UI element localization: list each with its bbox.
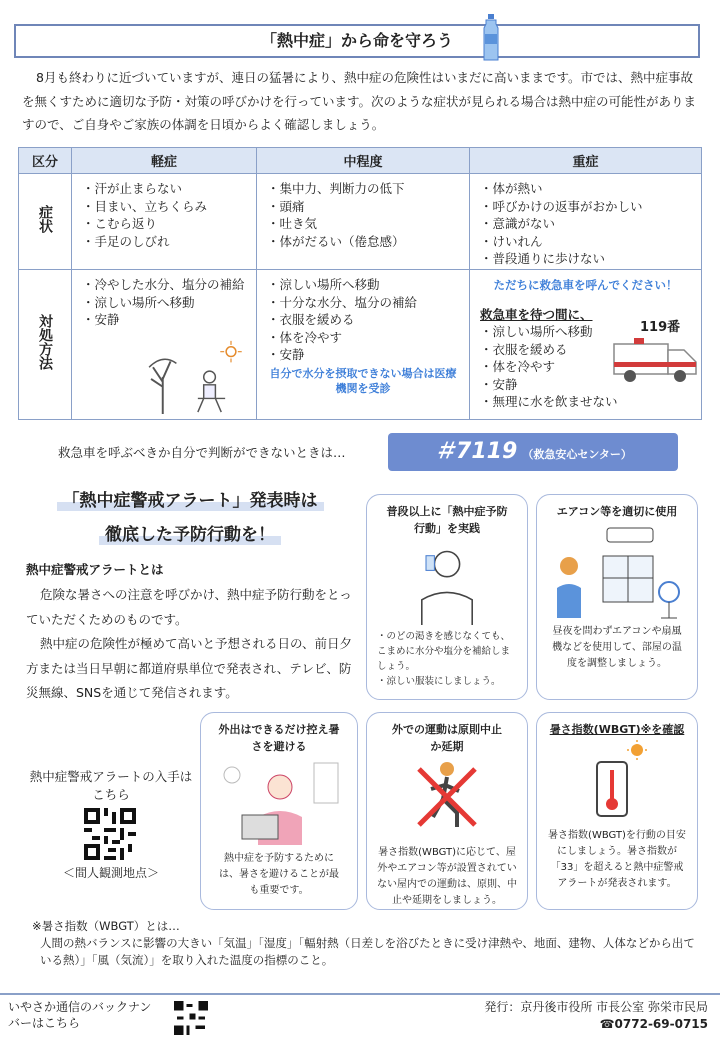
card-wbgt (536, 712, 698, 910)
list-item: ・ 汗が止まらない (82, 180, 256, 198)
card-aircon-body: 昼夜を問わずエアコンや扇風機などを使用して、部屋の温度を調整しましょう。 (552, 626, 682, 669)
wbgt-note-body: 人間の熱バランスに影響の大きい「気温」「湿度」「輻射熱（日差しを浴びたときに受け津熱や、地面、建物、人体などから出ている熱）」「風（気流）」を取り入れた温度の指標のこと。 (40, 936, 695, 967)
symptoms-row (19, 174, 702, 270)
air-conditioner-illustration (547, 522, 687, 622)
card-exercise (366, 712, 528, 910)
hotline-center: （救急安心センター） (522, 448, 632, 461)
card-aircon (536, 494, 698, 700)
list-item: ・ 体がだるい（倦怠感） (267, 233, 469, 251)
hotline-number: ＃7119 (434, 439, 518, 464)
alert-heading-line2: 徹底した予防行動を！ (99, 525, 281, 545)
list-item: ・ 冷やした水分、塩分の補給 (82, 276, 256, 294)
list-item: ・ 頭痛 (267, 198, 469, 216)
moderate-note: 自分で水分を摂取できない場合は医療機関を受診 (269, 366, 457, 395)
card-hydrate (366, 494, 528, 700)
response-mild (72, 270, 257, 420)
symptoms-mild (72, 174, 257, 270)
ambulance-icon (610, 334, 700, 384)
observation-point: ＜間人観測地点＞ (62, 866, 159, 880)
list-item: ・ 安静 (267, 346, 469, 364)
hotline-badge (388, 433, 678, 471)
list-item: ・ 体を冷やす (267, 329, 469, 347)
alert-heading (40, 484, 340, 552)
list-item: ・ 無理に水を飲ませない (480, 393, 701, 411)
header-severe: 重症 (470, 148, 702, 174)
response-severe (470, 270, 702, 420)
call-ambulance-callout: ただちに救急車を呼んでください！ (493, 278, 678, 292)
list-item: ・ 安静 (480, 376, 701, 394)
card-wbgt-body: 暑さ指数(WBGT)を行動の目安にしましょう。暑さ指数が「33」を超えると熱中症警戒アラートが発表されます。 (548, 830, 686, 889)
table-header-row (19, 148, 702, 174)
card-stay-in-body: 熱中症を予防するためには、暑さを避けることが最も重要です。 (219, 853, 339, 896)
publisher-name: 発行：京丹後市役所 市長公室 弥栄市民局 (484, 1000, 708, 1014)
resting-person-illustration (132, 338, 252, 416)
back-numbers-qr-code[interactable] (174, 1001, 208, 1035)
back-numbers-label: いやさか通信のバックナンバーはこちら (8, 1000, 152, 1030)
alert-qr-code[interactable] (84, 808, 136, 860)
severe-waiting-label: 救急車を待つ間に、 (480, 307, 593, 322)
list-item: ・ こむら返り (82, 215, 256, 233)
list-item: ・ 衣服を緩める (480, 341, 701, 359)
list-item: ・ 涼しい場所へ移動 (267, 276, 469, 294)
alert-definition-p1: 危険な暑さへの注意を呼びかけ、熱中症予防行動をとっていただくためのものです。 (26, 587, 352, 627)
thermometer-icon (577, 740, 657, 820)
list-item: ・ 体が熱い (480, 180, 701, 198)
card-hydrate-title: 普段以上に「熱中症予防行動」を実践 (386, 505, 508, 535)
symptoms-label-text: 症状 (37, 204, 53, 233)
symptoms-moderate (257, 174, 470, 270)
list-item: ・ 体を冷やす (480, 358, 701, 376)
card-stay-in (200, 712, 358, 910)
wbgt-note-title: ※暑さ指数（WBGT）とは… (32, 919, 180, 933)
card-aircon-title: エアコン等を適切に使用 (556, 505, 678, 518)
list-item: ・ 衣服を緩める (267, 311, 469, 329)
ambulance-number: 119番 (640, 320, 681, 335)
header-mild: 軽症 (72, 148, 257, 174)
alert-heading-line1: 「熱中症警戒アラート」発表時は (57, 491, 324, 511)
water-bottle-icon (482, 14, 500, 62)
alert-definition (26, 583, 356, 706)
drinking-person-illustration (405, 541, 489, 625)
header-moderate: 中程度 (257, 148, 470, 174)
list-item: ・ 安静 (82, 311, 256, 329)
list-item: ・ けいれん (480, 233, 701, 251)
list-item: ・ 十分な水分、塩分の補給 (267, 294, 469, 312)
no-exercise-icon (407, 757, 487, 837)
list-item: ・ 普段通りに歩けない (480, 250, 701, 268)
list-item: ・ 意識がない (480, 215, 701, 233)
list-item: ・ 涼しい場所へ移動 (480, 323, 701, 341)
page-title: 「熱中症」から命を守ろう (260, 31, 453, 50)
response-label-text: 対処方法 (37, 313, 53, 370)
header-category: 区分 (19, 148, 72, 174)
symptoms-severe (470, 174, 702, 270)
card-exercise-body: 暑さ指数(WBGT)に応じて、屋外やエアコン等が設置されていない屋内での運動は、原則、中止や延期をしましょう。 (377, 847, 517, 906)
list-item: ・ 手足のしびれ (82, 233, 256, 251)
list-item: ・ 吐き気 (267, 215, 469, 233)
hotline-prompt: 救急車を呼ぶべきか自分で判断ができないときは… (58, 445, 346, 460)
intro-paragraph: 8月も終わりに近づいていますが、連日の猛暑により、熱中症の危険性はいまだに高いままです。市では、熱中症事故を無くすために適切な予防・対策の呼びかけを行っています。次のような症状が見られる場合は熱中症の可能性がありますので、ご自身やご家族の体調を日頃からよく確認しましょう。 (22, 70, 697, 132)
card-stay-in-title: 外出はできるだけ控え暑さを避ける (218, 723, 340, 753)
card-wbgt-title: 暑さ指数(WBGT)※を確認 (549, 723, 685, 736)
title-banner (14, 24, 700, 58)
list-item: ・ 目まい、立ちくらみ (82, 198, 256, 216)
list-item: ・ 涼しい場所へ移動 (82, 294, 256, 312)
person-laptop-illustration (214, 757, 344, 847)
response-label (19, 270, 72, 420)
alert-definition-title: 熱中症警戒アラートとは (26, 562, 164, 577)
response-row (19, 270, 702, 420)
card-exercise-title: 外での運動は原則中止か延期 (392, 723, 502, 753)
publisher-phone: ☎0772-69-0715 (599, 1017, 708, 1031)
wbgt-note (32, 918, 700, 969)
list-item: ・ 集中力、判断力の低下 (267, 180, 469, 198)
alert-definition-p2: 熱中症の危険性が極めて高いと予想される日の、前日夕方または当日早朝に都道府県単位で発表され、テレビ、防災無線、SNSを通じて発信されます。 (26, 636, 353, 700)
symptoms-label (19, 174, 72, 270)
alert-qr-label: 熱中症警戒アラートの入手はこちら (29, 769, 193, 802)
symptom-table (18, 147, 702, 420)
publisher (456, 999, 708, 1033)
list-item: ・ 呼びかけの返事がおかしい (480, 198, 701, 216)
card-hydrate-body: ・のどの渇きを感じなくても、こまめに水分や塩分を補給しましょう。 ・涼しい服装にしましょう。 (377, 631, 511, 687)
response-moderate (257, 270, 470, 420)
